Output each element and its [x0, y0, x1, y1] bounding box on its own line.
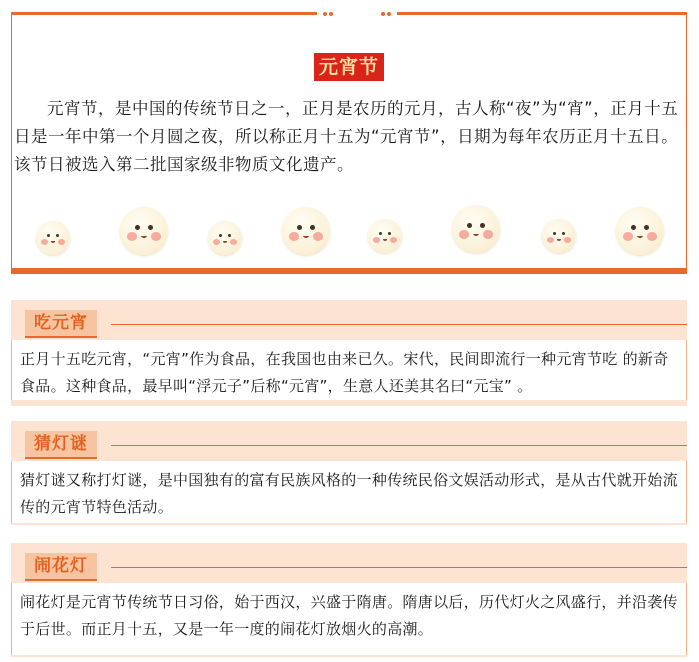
ornament-dot — [329, 12, 333, 16]
page-title: 元宵节 — [314, 53, 384, 81]
intro-paragraph: 元宵节，是中国的传统节日之一，正月是农历的元月，古人称“夜”为“宵”，正月十五日是一年中第一个月圆之夜，所以称正月十五为“元宵节”，日期为每年农历正月十五日。该节日被选入第二批国家级非物质文化遗产。 — [14, 99, 679, 174]
section-text: 闹花灯是元宵节传统节日习俗，始于西汉，兴盛于隋唐。隋唐以后，历代灯火之风盛行，并沿袭传于后世。而正月十五，又是一年一度的闹花灯放烟火的高潮。 — [11, 583, 687, 655]
section-eat-yuanxiao — [11, 300, 687, 406]
section-title: 猜灯谜 — [25, 431, 97, 457]
ornament-dot — [387, 12, 391, 16]
tangyuan-icon — [208, 221, 242, 255]
section-title: 闹花灯 — [25, 553, 97, 579]
tangyuan-icon — [282, 207, 330, 255]
section-lantern-riddles — [11, 421, 687, 525]
section-text: 猜灯谜又称打灯谜，是中国独有的富有民族风格的一种传统民俗文娱活动形式，是从古代就开始流传的元宵节特色活动。 — [11, 461, 687, 523]
section-divider — [111, 324, 687, 325]
tangyuan-icon — [542, 219, 576, 253]
intro-card — [11, 12, 687, 274]
section-divider — [111, 567, 687, 568]
section-text: 正月十五吃元宵，“元宵”作为食品，在我国也由来已久。宋代，民间即流行一种元宵节吃 的新奇食品。这种食品，最早叫“浮元子”后称“元宵”，生意人还美其名曰“元宝” 。 — [11, 340, 687, 400]
tangyuan-icon — [616, 207, 664, 255]
ornament-dot — [323, 12, 327, 16]
section-divider — [111, 445, 687, 446]
tangyuan-icon — [368, 219, 402, 253]
section-title: 吃元宵 — [25, 310, 97, 336]
tangyuan-decoration — [12, 205, 688, 265]
ornament-dot — [381, 12, 385, 16]
tangyuan-icon — [452, 205, 500, 253]
top-ornament — [317, 7, 397, 21]
tangyuan-icon — [36, 221, 70, 255]
tangyuan-icon — [120, 207, 168, 255]
section-lantern-festival — [11, 543, 687, 657]
